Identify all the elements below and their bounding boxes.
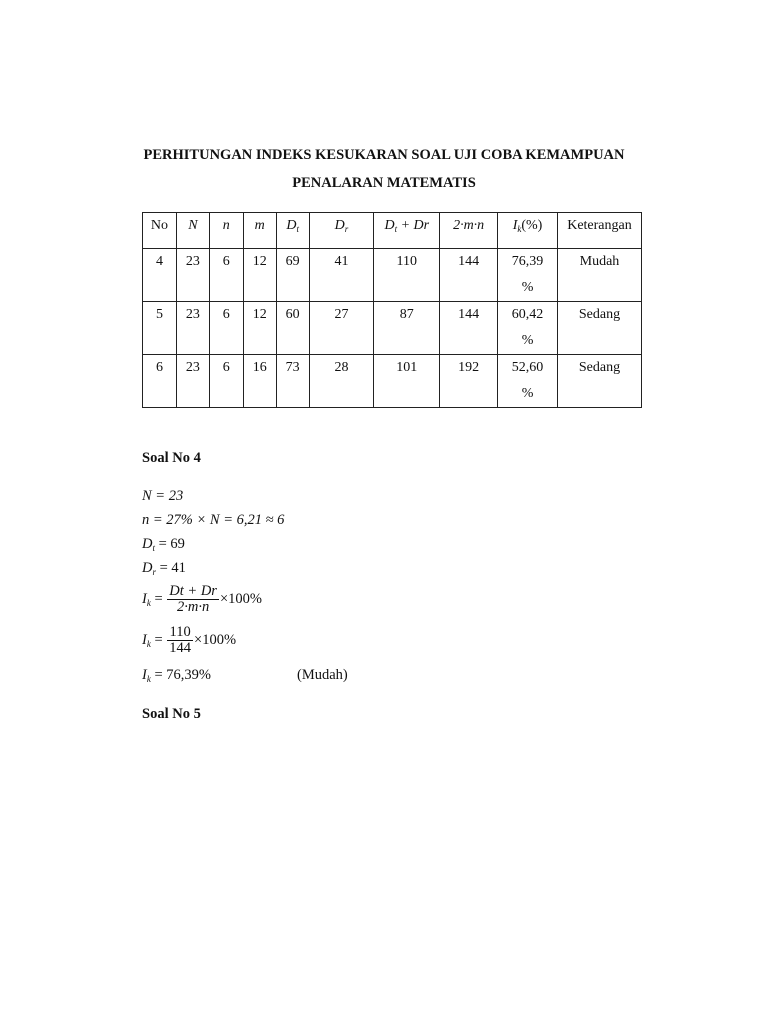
formula-fraction: $\frac{Dt + Dr}{2\cdot m\cdot n}$ — [169, 583, 217, 615]
section-heading-soal-4: Soal No 4 — [142, 450, 201, 466]
header-Dt: $D_t$ — [276, 213, 309, 249]
cell-Dt: 60 — [276, 302, 309, 355]
difficulty-index-table — [142, 212, 642, 408]
cell-ik: 60,42 % — [498, 302, 558, 355]
header-n: n — [209, 213, 243, 249]
table-row — [143, 302, 642, 355]
cell-sum: 101 — [374, 355, 440, 408]
cell-n: 6 — [209, 302, 243, 355]
equation-n: n = 27% × N = 6,21 ≈ 6 — [142, 512, 285, 528]
equation-result: $I_k = 76,39\%$ — [142, 667, 211, 684]
category-label: (Mudah) — [297, 667, 348, 683]
header-Dr: $D_r$ — [309, 213, 374, 249]
cell-keterangan: Sedang — [557, 302, 641, 355]
cell-ik: 52,60 % — [498, 355, 558, 408]
cell-n: 6 — [209, 355, 243, 408]
cell-Dt: 69 — [276, 249, 309, 302]
cell-no: 5 — [143, 302, 177, 355]
cell-product: 144 — [440, 302, 498, 355]
cell-m: 16 — [243, 355, 276, 408]
table-header-row — [143, 213, 642, 249]
equation-N: N = 23 — [142, 488, 184, 504]
table-row — [143, 249, 642, 302]
cell-no: 4 — [143, 249, 177, 302]
header-sum-D: $D_t + Dr$ — [374, 213, 440, 249]
section-heading-soal-5: Soal No 5 — [142, 706, 201, 722]
cell-N: 23 — [176, 249, 209, 302]
cell-m: 12 — [243, 302, 276, 355]
cell-no: 6 — [143, 355, 177, 408]
cell-sum: 87 — [374, 302, 440, 355]
cell-m: 12 — [243, 249, 276, 302]
cell-N: 23 — [176, 355, 209, 408]
cell-Dt: 73 — [276, 355, 309, 408]
equation-calculation: $I_k$ = $\frac{110}{144}$ ×100% — [142, 624, 237, 656]
equation-Dr: $D_r = 41$ — [142, 560, 186, 577]
equation-Dt: $D_t = 69$ — [142, 536, 185, 553]
header-no: No — [143, 213, 177, 249]
cell-Dr: 27 — [309, 302, 374, 355]
header-keterangan: Keterangan — [557, 213, 641, 249]
cell-keterangan: Mudah — [557, 249, 641, 302]
cell-Dr: 28 — [309, 355, 374, 408]
cell-product: 192 — [440, 355, 498, 408]
cell-N: 23 — [176, 302, 209, 355]
equation-formula: $I_k$ = $\frac{Dt + Dr}{2\cdot m\cdot n}$ ×100% — [142, 583, 262, 615]
cell-Dr: 41 — [309, 249, 374, 302]
header-ik: $I_k(\%)$ — [498, 213, 558, 249]
cell-keterangan: Sedang — [557, 355, 641, 408]
cell-n: 6 — [209, 249, 243, 302]
page-title-line-2: PENALARAN MATEMATIS — [292, 175, 476, 191]
cell-product: 144 — [440, 249, 498, 302]
calculation-fraction: $\frac{110}{144}$ — [169, 624, 192, 656]
page-title-line-1: PERHITUNGAN INDEKS KESUKARAN SOAL UJI COBA KEMAMPUAN — [143, 147, 625, 163]
header-N: N — [176, 213, 209, 249]
header-product: 2·m·n — [440, 213, 498, 249]
header-m: m — [243, 213, 276, 249]
table-row — [143, 355, 642, 408]
cell-sum: 110 — [374, 249, 440, 302]
cell-ik: 76,39 % — [498, 249, 558, 302]
